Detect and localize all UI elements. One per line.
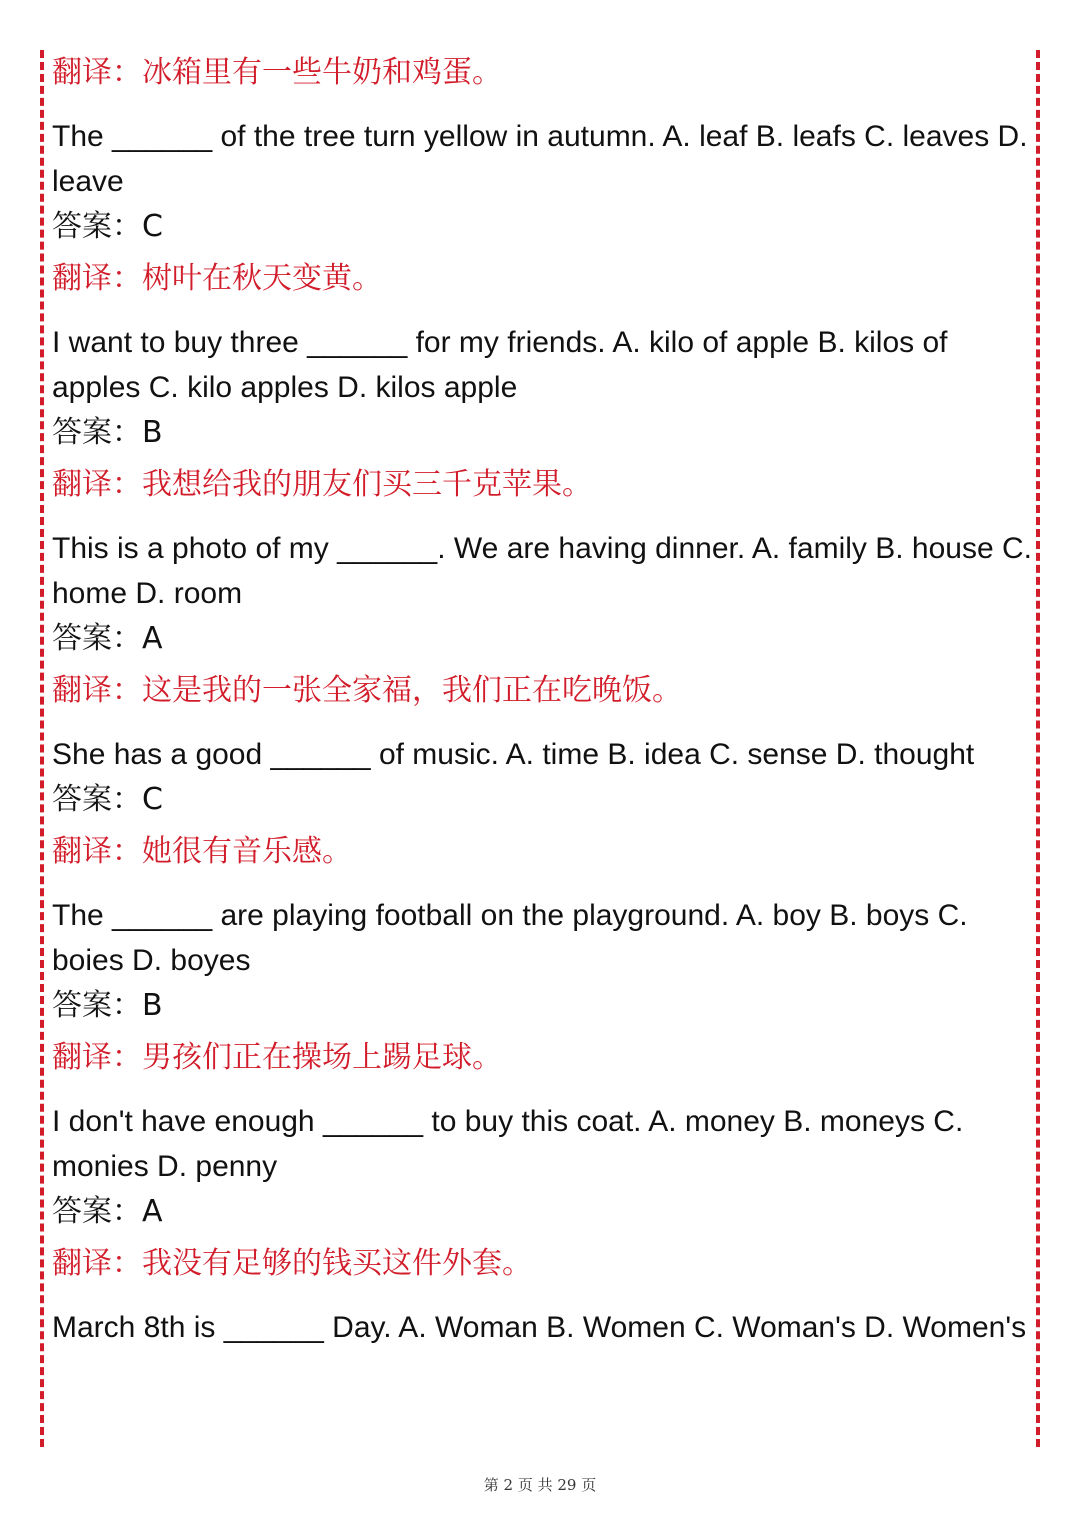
question-block <box>52 114 1034 302</box>
translation-text: 翻译：她很有音乐感。 <box>52 834 352 869</box>
question-text: This is a photo of my ______. We are having dinner. A. family B. house C. home D. room <box>52 532 1032 610</box>
translation-text: 翻译：这是我的一张全家福，我们正在吃晚饭。 <box>52 673 682 708</box>
answer-text: 答案：A <box>52 1194 163 1229</box>
question-block <box>52 526 1034 714</box>
answer-text: 答案：C <box>52 209 163 244</box>
question-text: The ______ of the tree turn yellow in autumn. A. leaf B. leafs C. leaves D. leave <box>52 120 1028 198</box>
question-block <box>52 320 1034 508</box>
question-text: The ______ are playing football on the playground. A. boy B. boys C. boies D. boyes <box>52 899 968 977</box>
question-text: She has a good ______ of music. A. time B. idea C. sense D. thought <box>52 738 975 771</box>
answer-text: 答案：A <box>52 621 163 656</box>
frame-border-left <box>40 50 44 1447</box>
question-block <box>52 1305 1034 1350</box>
question-text: I want to buy three ______ for my friends. A. kilo of apple B. kilos of apples C. kilo apples D. kilos apple <box>52 326 948 404</box>
answer-text: 答案：C <box>52 782 163 817</box>
document-content <box>52 50 1034 1350</box>
translation-text: 翻译：我想给我的朋友们买三千克苹果。 <box>52 467 592 502</box>
answer-text: 答案：B <box>52 415 163 450</box>
question-text: March 8th is ______ Day. A. Woman B. Women C. Woman's D. Women's <box>52 1311 1027 1344</box>
translation-text: 翻译：我没有足够的钱买这件外套。 <box>52 1246 532 1281</box>
question-text: I don't have enough ______ to buy this coat. A. money B. moneys C. monies D. penny <box>52 1105 964 1183</box>
translation-text: 翻译：树叶在秋天变黄。 <box>52 261 382 296</box>
page-number-footer: 第 2 页 共 29 页 <box>483 1476 597 1494</box>
question-block <box>52 732 1034 875</box>
frame-border-right <box>1036 50 1040 1447</box>
translation-text: 翻译：男孩们正在操场上踢足球。 <box>52 1040 502 1075</box>
question-block <box>52 893 1034 1081</box>
answer-text: 答案：B <box>52 988 163 1023</box>
question-block <box>52 1099 1034 1287</box>
translation-text: 翻译：冰箱里有一些牛奶和鸡蛋。 <box>52 55 502 90</box>
